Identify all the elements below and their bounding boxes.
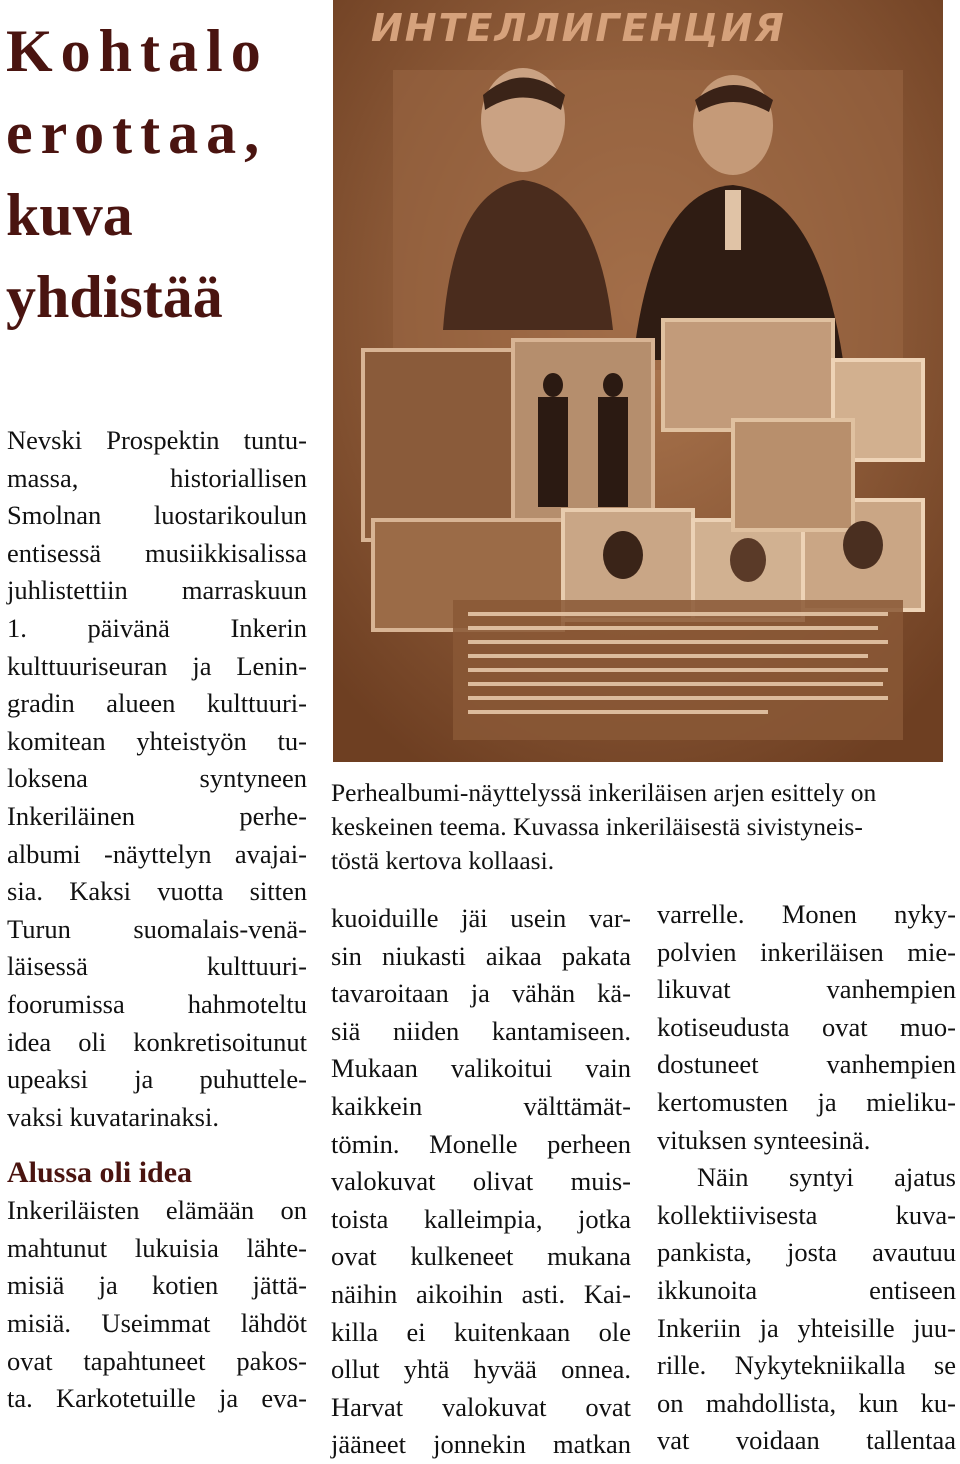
text-line: tavaroitaan ja vähän kä-	[331, 978, 631, 1009]
text-line: ovat tapahtuneet pakos-	[7, 1345, 307, 1376]
text-line: upeaksi ja puhuttele-	[7, 1064, 307, 1095]
collage-illustration	[333, 0, 943, 762]
text-line: Nevski Prospektin tuntu-	[7, 425, 307, 455]
text-line: polvien inkeriläisen mie-	[657, 936, 956, 967]
text-line: Turun suomalais-venä-	[7, 913, 307, 944]
text-line: entisessä musiikkisalissa	[7, 537, 307, 568]
text-line: gradin alueen kulttuuri-	[7, 688, 307, 719]
text-line: kollektiivisesta kuva-	[657, 1199, 956, 1230]
text-line: ta. Karkotetuille ja eva-	[7, 1383, 307, 1414]
text-line: ikkunoita entiseen	[657, 1274, 956, 1305]
article-column-2	[331, 900, 631, 1464]
text-line: komitean yhteistyön tu-	[7, 725, 307, 756]
text-line: varrelle. Monen nyky-	[657, 899, 956, 929]
text-line: likuvat vanhempien	[657, 974, 956, 1005]
caption-line: töstä kertova kollaasi.	[331, 846, 555, 875]
photo-caption	[331, 776, 946, 878]
text-line: misiä ja kotien jättä-	[7, 1270, 307, 1301]
text-line: albumi -näyttelyn avajai-	[7, 838, 307, 869]
text-line: kertomusten ja mieliku-	[657, 1086, 956, 1117]
text-line: Harvat valokuvat ovat	[331, 1391, 631, 1422]
photo-title: ИНТЕЛЛИГЕНЦИЯ	[371, 6, 786, 50]
text-line: pankista, josta avautuu	[657, 1237, 956, 1268]
text-line: siä niiden kantamiseen.	[331, 1015, 631, 1046]
article-column-3	[657, 896, 956, 1460]
text-line: sin niukasti aikaa pakata	[331, 940, 631, 971]
headline-line: yhdistää	[6, 264, 223, 330]
headline-line: erottaa,	[6, 100, 268, 166]
text-line: ovat kulkeneet mukana	[331, 1241, 631, 1272]
collage-photo	[333, 0, 943, 762]
text-line: toista kalleimpia, jotka	[331, 1203, 631, 1234]
text-line: massa, historiallisen	[7, 462, 307, 493]
text-line: sia. Kaksi vuotta sitten	[7, 876, 307, 907]
caption-line: Perhealbumi-näyttelyssä inkeriläisen arjen esittely on	[331, 778, 877, 807]
article-column-1	[7, 422, 307, 1418]
text-line: tömin. Monelle perheen	[331, 1128, 631, 1159]
text-line: rille. Nykytekniikalla se	[657, 1350, 956, 1381]
text-line: näihin aikoihin asti. Kai-	[331, 1278, 631, 1309]
text-line: läisessä kulttuuri-	[7, 951, 307, 982]
headline-line: kuva	[6, 182, 133, 248]
text-line: Inkeriläisten elämään on	[7, 1195, 307, 1226]
caption-line: keskeinen teema. Kuvassa inkeriläisestä sivistyneis-	[331, 812, 863, 841]
text-line: vituksen synteesinä.	[657, 1124, 871, 1155]
headline-line: Kohtalo	[6, 18, 269, 84]
text-line: mahtunut lukuisia lähte-	[7, 1232, 307, 1263]
subheading: Alussa oli idea	[7, 1156, 193, 1190]
text-line: kaikkein välttämät-	[331, 1090, 631, 1121]
text-line: ollut yhtä hyvää onnea.	[331, 1354, 631, 1385]
text-line: Smolnan luostarikoulun	[7, 500, 307, 531]
text-line: kuoiduille jäi usein var-	[331, 903, 631, 933]
text-line: Inkeriin ja yhteisille juu-	[657, 1312, 956, 1343]
text-line: 1. päivänä Inkerin	[7, 612, 307, 643]
text-line: vat voidaan tallentaa	[657, 1425, 956, 1456]
text-line: kotiseudusta ovat muo-	[657, 1011, 956, 1042]
text-line: loksena syntyneen	[7, 763, 307, 794]
text-line: kulttuuriseuran ja Lenin-	[7, 650, 307, 681]
text-line: Näin syntyi ajatus	[697, 1162, 956, 1193]
text-line: vaksi kuvatarinaksi.	[7, 1101, 219, 1132]
text-line: juhlistettiin marraskuun	[7, 575, 307, 606]
text-line: killa ei kuitenkaan ole	[331, 1316, 631, 1347]
text-line: valokuvat olivat muis-	[331, 1166, 631, 1197]
text-line: misiä. Useimmat lähdöt	[7, 1308, 307, 1339]
text-line: on mahdollista, kun ku-	[657, 1387, 956, 1418]
headline	[6, 10, 326, 338]
text-line: idea oli konkretisoitunut	[7, 1026, 307, 1057]
text-line: dostuneet vanhempien	[657, 1049, 956, 1080]
text-line: Inkeriläinen perhe-	[7, 800, 307, 831]
text-line: foorumissa hahmoteltu	[7, 988, 307, 1019]
text-line: jääneet jonnekin matkan	[331, 1429, 631, 1460]
text-line: Mukaan valikoitui vain	[331, 1053, 631, 1084]
